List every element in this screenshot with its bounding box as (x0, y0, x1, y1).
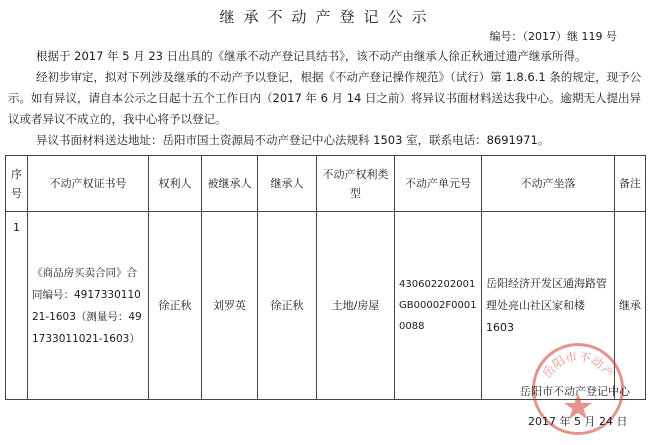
header-seq: 序号 (6, 156, 28, 212)
cell-remark: 继承 (615, 212, 646, 400)
header-remark: 备注 (615, 156, 646, 212)
header-unit-no: 不动产单元号 (395, 156, 482, 212)
cell-heir: 徐正秋 (258, 212, 317, 400)
cell-right-type: 土地/房屋 (317, 212, 395, 400)
header-location: 不动产坐落 (482, 156, 615, 212)
header-owner: 权利人 (149, 156, 202, 212)
header-cert: 不动产权证书号 (28, 156, 149, 212)
paragraph-review: 经初步审定，拟对下列涉及继承的不动产予以登记，根据《不动产登记操作规范》（试行）第 1.8.6.1 条的规定，现予公示。如有异议，请自本公示之日起十五个工作日内（2017 年 6 月 14 日之前）将异议书面材料送达我中心。逾期无人提出异议或者异议不成立的，我中心将予以登记。 (8, 70, 642, 126)
cell-cert: 《商品房买卖合同》合同编号：491733011021-1603（测量号：491733011021-1603） (28, 212, 149, 400)
header-decedent: 被继承人 (202, 156, 258, 212)
document-number: 编号：（2017）继 119 号 (489, 30, 617, 43)
header-right-type: 不动产权利类型 (317, 156, 395, 212)
paragraph-basis: 根据于 2017 年 5 月 23 日出具的《继承不动产登记具结书》，该不动产由继承人徐正秋通过遗产继承所得。 (36, 49, 587, 63)
seal-text: 岳阳市不动产 (539, 349, 617, 381)
issuer-signature: 岳阳市不动产登记中心 (520, 385, 630, 398)
cell-decedent: 刘罗英 (202, 212, 258, 400)
cell-unit-no: 430602202001GB00002F00010088 (395, 212, 482, 400)
svg-text:岳阳市不动产 (539, 350, 617, 381)
table-header-row (6, 156, 646, 212)
cell-location: 岳阳经济开发区通海路管理处亮山社区家和楼 1603 (482, 212, 615, 400)
notice-title: 继承不动产登记公示 (219, 8, 436, 26)
issue-date: 2017 年 5 月 24 日 (528, 415, 628, 428)
cell-seq: 1 (6, 212, 28, 400)
cell-owner: 徐正秋 (149, 212, 202, 400)
header-heir: 继承人 (258, 156, 317, 212)
paragraph-objection-address: 异议书面材料送达地址：岳阳市国土资源局不动产登记中心法规科 1503 室，联系电话：8691971。 (36, 133, 550, 147)
